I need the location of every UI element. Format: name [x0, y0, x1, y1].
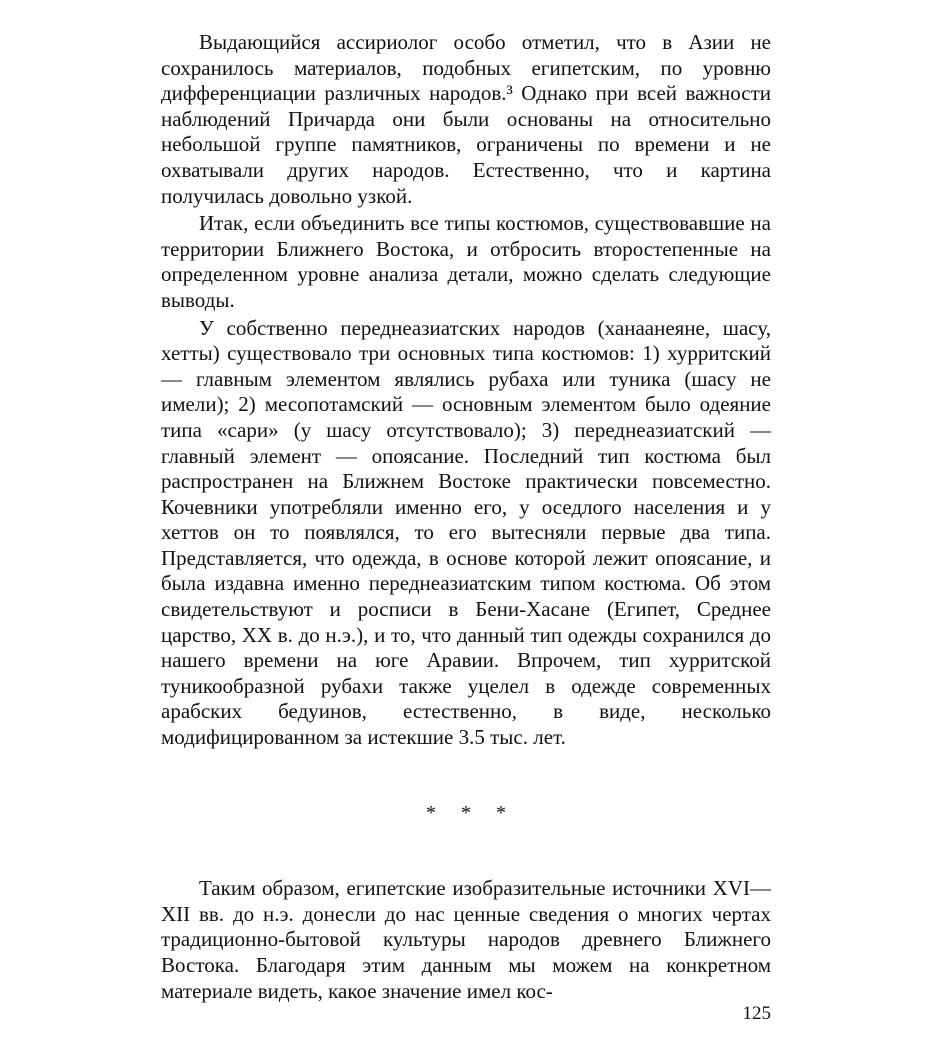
paragraph-assyriologist: Выдающийся ассириолог особо отметил, что в Азии не сохранилось материалов, подобных египетским, по уровню дифференциации различных народов.³ Однако при всей важности наблюдений Причарда они были основаны на относительно небольшой группе памятников, ограничены по времени и не охватывали других народов. Естественно, что и картина получилась довольно узкой.: [161, 30, 771, 208]
paragraph-egyptian-sources: Таким образом, египетские изобразительные источники XVI—XII вв. до н.э. донесли до нас ценные сведения о многих чертах традиционно-бытовой культуры народов древнего Ближнего Востока. Благодаря этим данным мы можем на конкретном материале видеть, какое значение имел кос-: [161, 876, 771, 1003]
paragraph-costume-types-intro: Итак, если объединить все типы костюмов, существовавшие на территории Ближнего Востока, и отбросить второстепенные на определенном уровне анализа детали, можно сделать следующие выводы.: [161, 211, 771, 312]
page-number: 125: [742, 1003, 771, 1024]
paragraph-costume-types-conclusions: У собственно переднеазиатских народов (ханаанеяне, шасу, хетты) существовало три основных типа костюмов: 1) хурритский — главным элементом являлись рубаха или туника (шасу не имели); 2) месопотамский — основным элементом было одеяние типа «сари» (у шасу отсутствовало); 3) переднеазиатский — главный элемент — опоясание. Последний тип костюма был распространен на Ближнем Востоке практически повсеместно. Кочевники употребляли именно его, у оседлого населения и у хеттов он то появлялся, то его вытесняли первые два типа. Представляется, что одежда, в основе которой лежит опоясание, и была издавна именно переднеазиатским типом костюма. Об этом свидетельствуют и росписи в Бени-Хасане (Египет, Среднее царство, XX в. до н.э.), и то, что данный тип одежды сохранился до нашего времени на юге Аравии. Впрочем, тип хурритской туникообразной рубахи также уцелел в одежде современных арабских бедуинов, естественно, в виде, несколько модифицированном за истекшие 3.5 тыс. лет.: [161, 315, 771, 750]
section-divider: * * *: [426, 801, 516, 824]
body-text: [161, 30, 771, 1006]
